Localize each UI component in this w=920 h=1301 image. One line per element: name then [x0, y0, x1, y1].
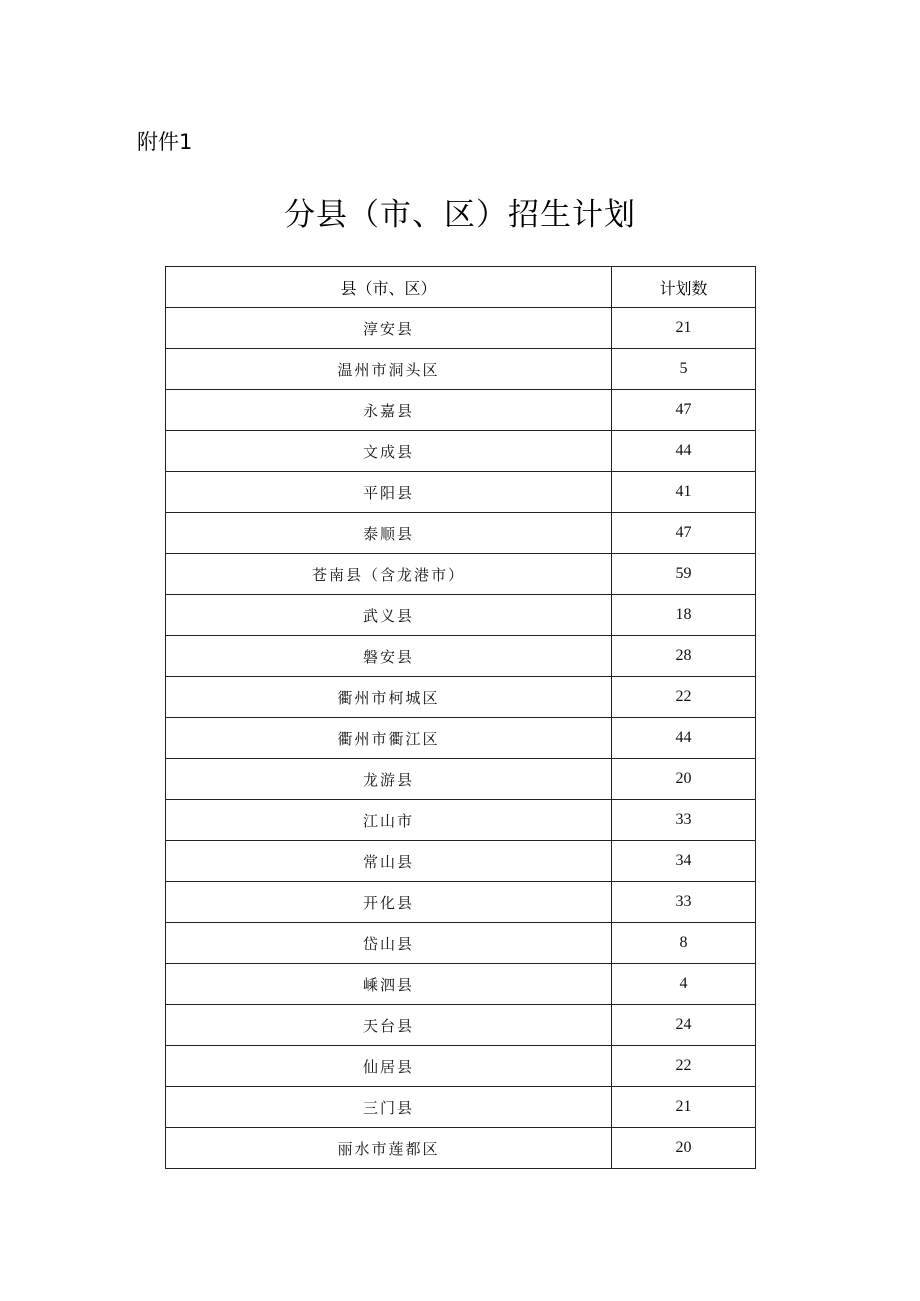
- county-cell: 岱山县: [166, 923, 612, 964]
- quota-cell: 8: [612, 923, 756, 964]
- quota-cell: 5: [612, 349, 756, 390]
- table-row: [166, 513, 756, 554]
- quota-cell: 44: [612, 431, 756, 472]
- county-cell: 常山县: [166, 841, 612, 882]
- table-body: [166, 308, 756, 1169]
- quota-cell: 59: [612, 554, 756, 595]
- table-row: [166, 1046, 756, 1087]
- table-row: [166, 390, 756, 431]
- quota-cell: 28: [612, 636, 756, 677]
- county-cell: 温州市洞头区: [166, 349, 612, 390]
- table-row: [166, 718, 756, 759]
- county-cell: 衢州市衢江区: [166, 718, 612, 759]
- county-cell: 平阳县: [166, 472, 612, 513]
- county-cell: 苍南县（含龙港市）: [166, 554, 612, 595]
- quota-cell: 41: [612, 472, 756, 513]
- table-row: [166, 595, 756, 636]
- quota-cell: 4: [612, 964, 756, 1005]
- table-row: [166, 964, 756, 1005]
- county-cell: 衢州市柯城区: [166, 677, 612, 718]
- county-cell: 文成县: [166, 431, 612, 472]
- quota-cell: 33: [612, 882, 756, 923]
- county-cell: 三门县: [166, 1087, 612, 1128]
- table-row: [166, 923, 756, 964]
- table-row: [166, 308, 756, 349]
- county-cell: 龙游县: [166, 759, 612, 800]
- attachment-label: 附件1: [137, 130, 193, 154]
- table-row: [166, 759, 756, 800]
- table-row: [166, 841, 756, 882]
- county-cell: 天台县: [166, 1005, 612, 1046]
- table-row: [166, 636, 756, 677]
- quota-cell: 18: [612, 595, 756, 636]
- table-row: [166, 1128, 756, 1169]
- quota-cell: 33: [612, 800, 756, 841]
- table-row: [166, 554, 756, 595]
- quota-cell: 20: [612, 759, 756, 800]
- document-title: 分县（市、区）招生计划: [284, 197, 636, 233]
- quota-cell: 34: [612, 841, 756, 882]
- table-row: [166, 349, 756, 390]
- table-row: [166, 677, 756, 718]
- county-cell: 武义县: [166, 595, 612, 636]
- quota-cell: 22: [612, 1046, 756, 1087]
- header-county: 县（市、区）: [166, 267, 612, 308]
- quota-cell: 44: [612, 718, 756, 759]
- county-cell: 嵊泗县: [166, 964, 612, 1005]
- quota-cell: 21: [612, 1087, 756, 1128]
- table-row: [166, 882, 756, 923]
- quota-cell: 24: [612, 1005, 756, 1046]
- county-cell: 江山市: [166, 800, 612, 841]
- county-cell: 仙居县: [166, 1046, 612, 1087]
- table-header-row: [166, 267, 756, 308]
- county-cell: 开化县: [166, 882, 612, 923]
- table-row: [166, 1087, 756, 1128]
- quota-cell: 47: [612, 513, 756, 554]
- table-row: [166, 1005, 756, 1046]
- quota-cell: 22: [612, 677, 756, 718]
- quota-cell: 47: [612, 390, 756, 431]
- header-quota: 计划数: [612, 267, 756, 308]
- county-cell: 泰顺县: [166, 513, 612, 554]
- county-cell: 淳安县: [166, 308, 612, 349]
- county-cell: 丽水市莲都区: [166, 1128, 612, 1169]
- quota-cell: 21: [612, 308, 756, 349]
- enrollment-plan-table: [165, 266, 756, 1169]
- quota-cell: 20: [612, 1128, 756, 1169]
- table-row: [166, 800, 756, 841]
- table-row: [166, 431, 756, 472]
- table-row: [166, 472, 756, 513]
- county-cell: 磐安县: [166, 636, 612, 677]
- county-cell: 永嘉县: [166, 390, 612, 431]
